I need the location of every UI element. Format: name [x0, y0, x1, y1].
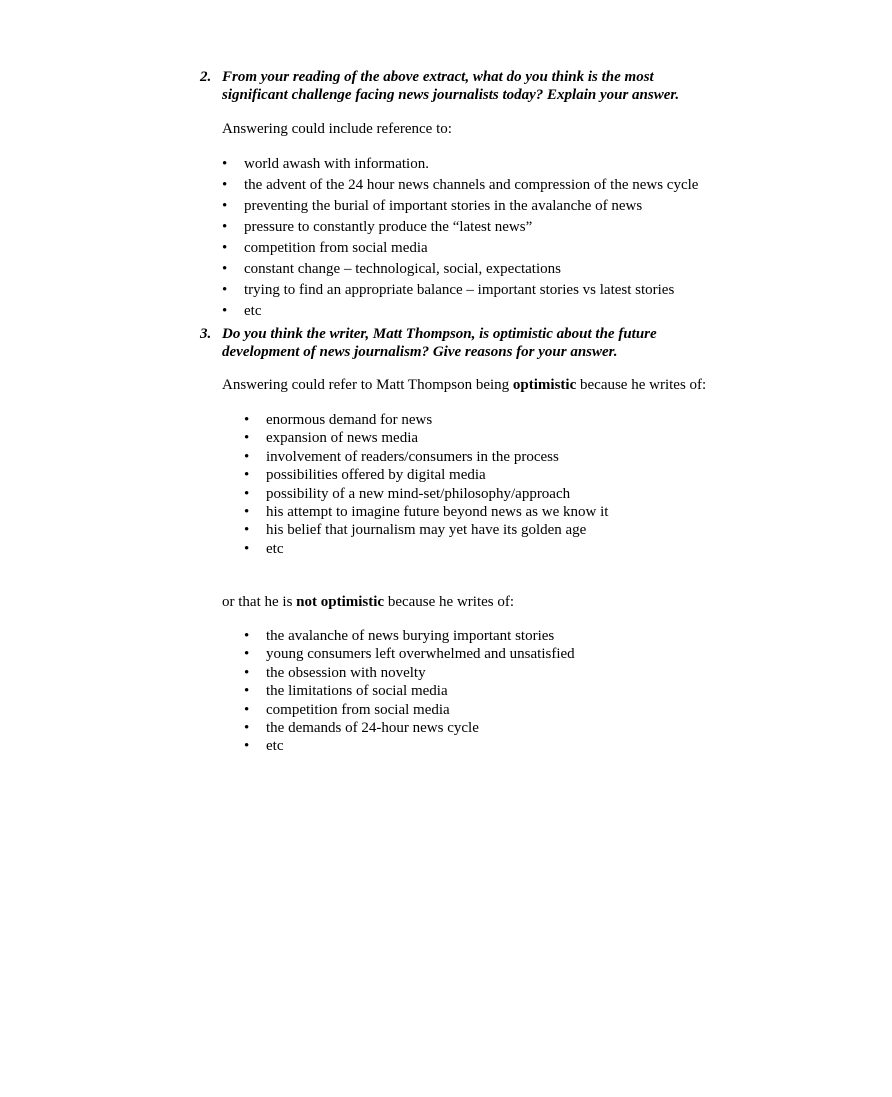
bullet-icon: •: [244, 664, 250, 681]
list-item: [244, 411, 608, 429]
bullet-icon: •: [244, 448, 250, 465]
list-item: [222, 260, 698, 281]
list-item: [244, 540, 608, 558]
list-item-text: etc: [266, 540, 284, 557]
bullet-icon: •: [222, 156, 228, 172]
bullet-icon: •: [244, 430, 250, 447]
list-item-text: etc: [244, 303, 262, 319]
list-item-text: the advent of the 24 hour news channels and compression of the news cycle: [244, 177, 699, 193]
list-item-text: young consumers left overwhelmed and unsatisfied: [266, 646, 575, 663]
question-3-number: 3.: [200, 326, 212, 342]
list-item: [244, 485, 608, 503]
list-item-text: etc: [266, 738, 284, 755]
list-item-text: the avalanche of news burying important stories: [266, 628, 555, 644]
list-item: [222, 176, 698, 197]
list-item: [244, 719, 575, 737]
intro-text-after: because he writes of:: [384, 594, 515, 610]
list-item: [244, 627, 575, 645]
list-item: [244, 448, 608, 466]
list-item-text: possibilities offered by digital media: [266, 467, 486, 484]
bullet-icon: •: [222, 177, 228, 193]
bullet-icon: •: [244, 683, 250, 700]
intro-text-before: or that he is: [222, 594, 297, 610]
question-2-line-2: significant challenge facing news journalists today? Explain your answer.: [222, 87, 680, 103]
question-2-line-1: From your reading of the above extract, what do you think is the most: [222, 69, 654, 85]
list-item-text: pressure to constantly produce the “latest news”: [244, 219, 533, 235]
bullet-icon: •: [222, 261, 228, 277]
list-item-text: competition from social media: [266, 701, 450, 718]
list-item-text: trying to find an appropriate balance – important stories vs latest stories: [244, 282, 675, 298]
question-2-intro: Answering could include reference to:: [222, 121, 452, 137]
list-item: [244, 466, 608, 484]
intro-bold-optimistic: optimistic: [512, 377, 577, 393]
bullet-icon: •: [244, 701, 250, 718]
list-item: [222, 155, 698, 176]
question-2-number: 2.: [200, 69, 212, 85]
bullet-icon: •: [244, 719, 250, 736]
list-item-text: the obsession with novelty: [266, 664, 426, 681]
list-item-text: possibility of a new mind-set/philosophy/approach: [266, 485, 571, 502]
bullet-icon: •: [244, 628, 250, 644]
list-item: [244, 503, 608, 521]
intro-bold-not-optimistic: not optimistic: [296, 594, 385, 610]
bullet-icon: •: [244, 485, 250, 502]
list-item: [222, 197, 698, 218]
list-item-text: the demands of 24-hour news cycle: [266, 719, 479, 736]
bullet-icon: •: [222, 219, 228, 235]
list-item: [222, 302, 698, 323]
list-item-text: the limitations of social media: [266, 683, 448, 700]
bullet-icon: •: [244, 738, 250, 755]
bullet-icon: •: [244, 503, 250, 520]
list-item: [244, 664, 575, 682]
list-item: [222, 218, 698, 239]
list-item: [222, 281, 698, 302]
list-item-text: preventing the burial of important stories in the avalanche of news: [244, 198, 643, 214]
question-3-line-2: development of news journalism? Give reasons for your answer.: [222, 344, 618, 360]
bullet-icon: •: [222, 240, 228, 256]
bullet-icon: •: [222, 303, 228, 319]
question-3-line-1: Do you think the writer, Matt Thompson, is optimistic about the future: [222, 326, 657, 342]
list-item-text: expansion of news media: [266, 430, 419, 447]
bullet-icon: •: [222, 198, 228, 214]
list-item: [222, 239, 698, 260]
list-item-text: enormous demand for news: [266, 412, 433, 428]
intro-text-after: because he writes of:: [576, 377, 707, 393]
list-item: [244, 682, 575, 700]
list-item-text: his attempt to imagine future beyond news as we know it: [266, 503, 609, 520]
question-3-intro: [222, 376, 782, 394]
bullet-icon: •: [244, 467, 250, 484]
not-optimistic-bullet-list: [244, 627, 575, 756]
not-optimistic-intro: [222, 593, 782, 611]
question-2-bullet-list: [222, 155, 698, 323]
list-item: [244, 429, 608, 447]
bullet-icon: •: [244, 540, 250, 557]
list-item: [244, 737, 575, 755]
bullet-icon: •: [244, 646, 250, 663]
question-3-text: [222, 325, 742, 361]
list-item: [244, 645, 575, 663]
list-item-text: involvement of readers/consumers in the process: [266, 448, 559, 465]
list-item: [244, 521, 608, 539]
bullet-icon: •: [244, 522, 250, 539]
optimistic-bullet-list: [244, 411, 608, 558]
bullet-icon: •: [222, 282, 228, 298]
list-item-text: constant change – technological, social, expectations: [244, 261, 561, 277]
intro-text-before: Answering could refer to Matt Thompson being: [222, 377, 513, 393]
question-2-text: [222, 68, 742, 104]
list-item-text: world awash with information.: [244, 156, 429, 172]
list-item-text: his belief that journalism may yet have its golden age: [266, 522, 587, 539]
list-item-text: competition from social media: [244, 240, 428, 256]
list-item: [244, 701, 575, 719]
bullet-icon: •: [244, 412, 250, 428]
